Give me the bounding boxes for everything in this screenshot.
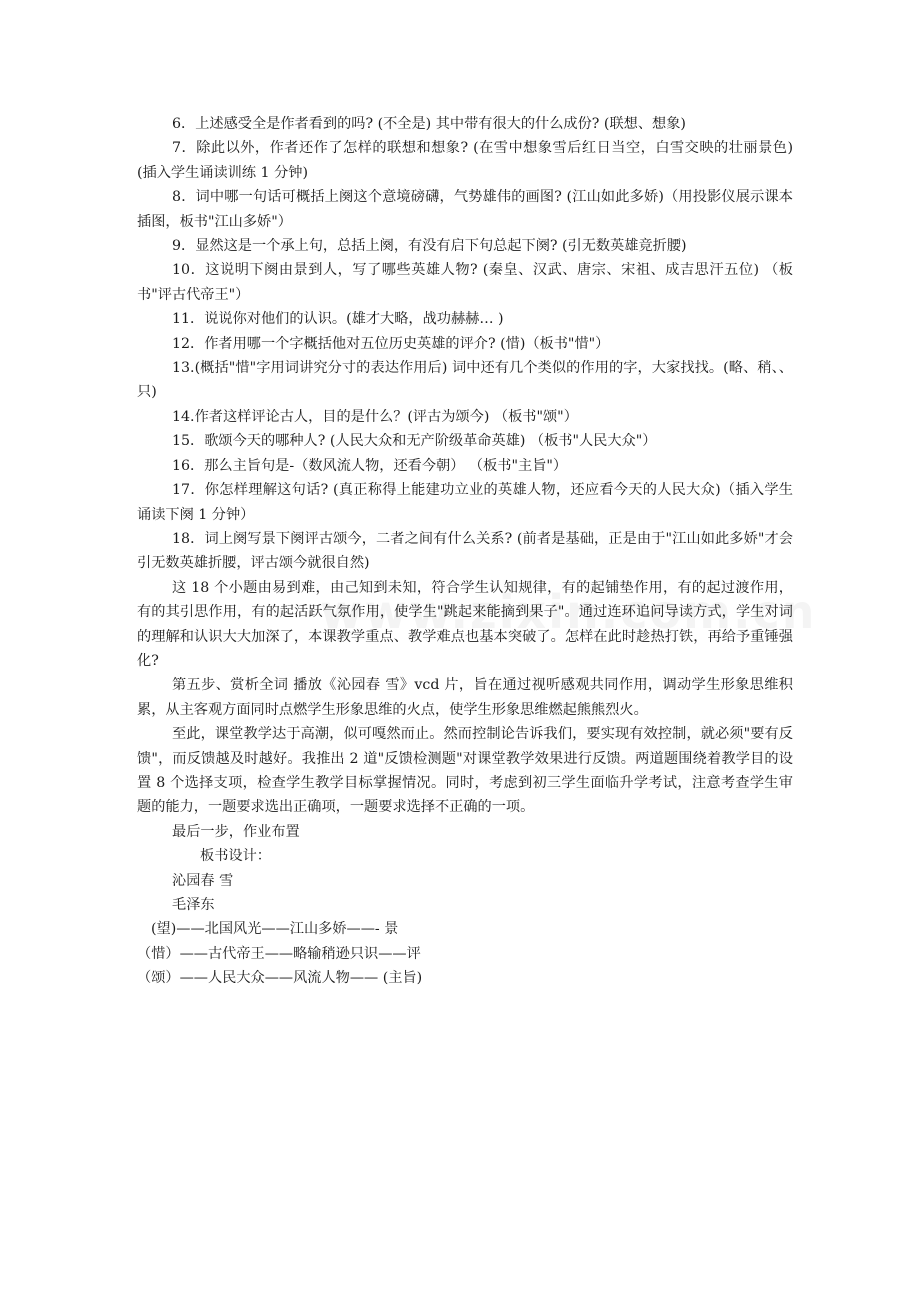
paragraph: 13.(概括"惜"字用词讲究分寸的表达作用后) 词中还有几个类似的作用的字，大家找找。(略、稍、、只) [137,360,793,401]
paragraph: 14.作者这样评论古人，目的是什么？(评古为颂今) （板书"颂"） [172,408,578,425]
paragraph: （惜）——古代帝王——略输稍逊只识——评 [137,945,421,962]
paragraph: 18．词上阕写景下阕评古颂今，二者之间有什么关系? (前者是基础，正是由于"江山如此多娇"才会引无数英雄折腰，评古颂今就很自然) [137,530,793,572]
paragraph: 9．显然这是一个承上句，总括上阕，有没有启下句总起下阕? (引无数英雄竞折腰) [172,238,687,255]
paragraph: 毛泽东 [172,897,215,913]
paragraph: 15．歌颂今天的哪种人? (人民大众和无产阶级革命英雄) （板书"人民大众"） [172,433,657,450]
paragraph: 8．词中哪一句话可概括上阕这个意境磅礴，气势雄伟的画图? (江山如此多娇)（用投影仪展示课本插图，板书"江山多娇"） [137,189,793,230]
paragraph: 6．上述感受全是作者看到的吗? (不全是) 其中带有很大的什么成份? (联想、想象) [172,116,686,132]
paragraph: 17．你怎样理解这句话? (真正称得上能建功立业的英雄人物，还应看今天的人民大众)（插入学生诵读下阕 1 分钟） [137,482,793,523]
paragraph: 至此，课堂教学达于高潮，似可嘎然而止。然而控制论告诉我们，要实现有效控制，就必须"要有反馈"，而反馈越及时越好。我推出 2 道"反馈检测题"对课堂教学效果进行反馈。两道题围绕着教学目的设置 8 个选择支项，检查学生教学目标掌握情况。同时，考虑到初三学生面临升学考试，注意考查学生审题的能力，一题要求选出正确项，一题要求选择不正确的一项。 [137,726,793,816]
paragraph: 第五步、赏析全词 播放《沁园春 雪》vcd 片，旨在通过视听感观共同作用，调动学生形象思维积累，从主客观方面同时点燃学生形象思维的火点，使学生形象思维燃起熊熊烈火。 [137,677,793,718]
paragraph: 12．作者用哪一个字概括他对五位历史英雄的评介? (惜)（板书"惜"） [172,335,610,352]
paragraph: 7．除此以外，作者还作了怎样的联想和想象? (在雪中想象雪后红日当空，白雪交映的壮丽景色) (插入学生诵读训练 1 分钟) [137,140,793,181]
paragraph: 16．那么主旨句是-（数风流人物，还看今朝） （板书"主旨"） [172,457,568,474]
paragraph: 这 18 个小题由易到难，由己知到未知，符合学生认知规律，有的起铺垫作用，有的起过渡作用，有的其引思作用，有的起活跃气氛作用，使学生"跳起来能摘到果子"。通过连环追问导读方式，学生对词的理解和认识大大加深了，本课教学重点、教学难点也基本突破了。怎样在此时趁热打铁，再给予重锤强化? [137,579,793,669]
document-body [137,112,793,991]
paragraph: (望)——北国风光——江山多娇——- 景 [151,921,399,938]
paragraph: 最后一步，作业布置 [172,823,300,840]
paragraph: 10．这说明下阕由景到人，写了哪些英雄人物? (秦皇、汉武、唐宗、宋祖、成吉思汗五位) （板书"评古代帝王"） [137,262,793,303]
paragraph: 板书设计： [200,848,271,865]
paragraph: （颂）——人民大众——风流人物—— (主旨) [137,970,423,987]
paragraph: 沁园春 雪 [172,872,234,889]
paragraph: 11．说说你对他们的认识。(雄才大略，战功赫赫… ) [172,311,504,328]
